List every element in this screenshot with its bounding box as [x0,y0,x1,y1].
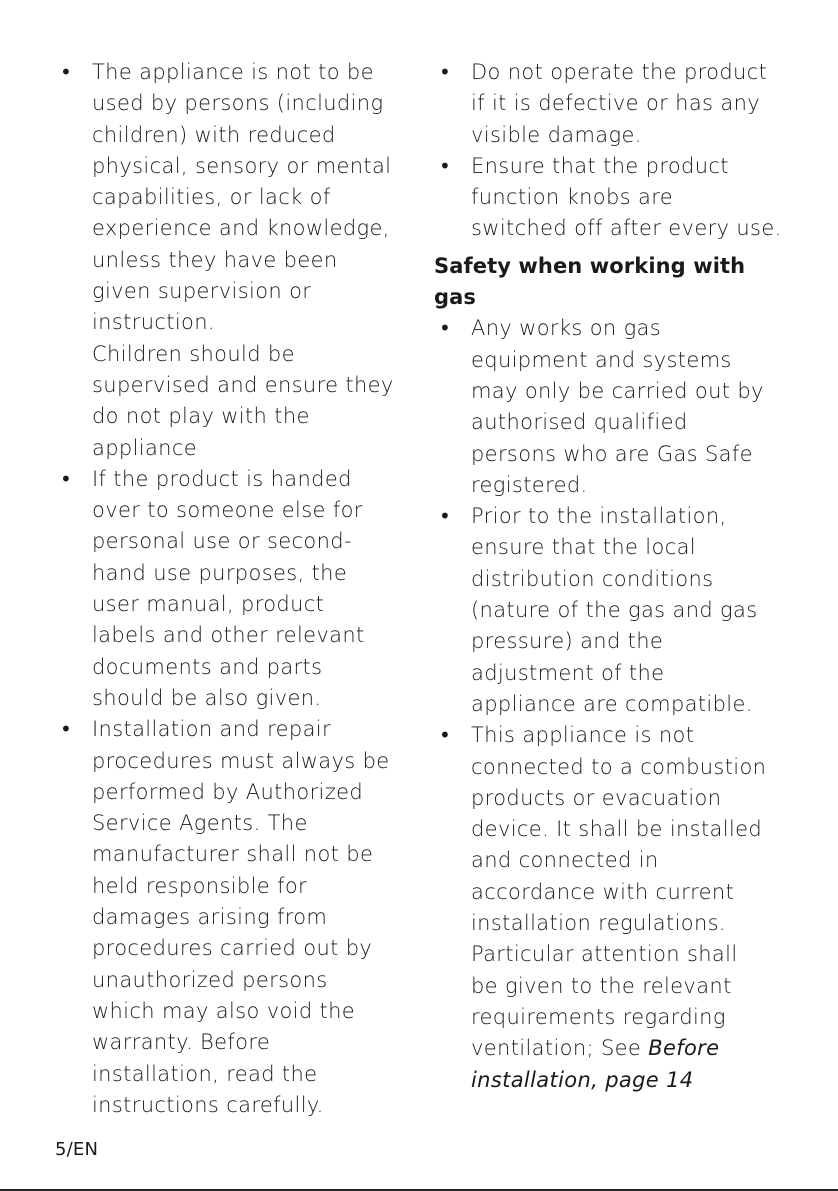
bullet-icon: • [439,316,451,341]
bullet-icon: • [439,723,451,748]
combustion-body: This appliance is not connected to a combustion products or evacuation device. It shall be installed and connected in accordance with current installation regulations. Particular attention shall be given to the relevant requirements regarding ventilation; See [471,723,767,1061]
bullet-item-combustion [434,720,804,1096]
bullet-icon: • [60,466,72,491]
bullet-icon: • [439,504,451,529]
reference-link-part2[interactable]: installation, page 14 [471,1067,694,1092]
right-column [434,57,804,1096]
knobs-off-text: Ensure that the product function knobs are switched off after every use. [471,153,782,241]
bullet-item-gas-works [434,313,804,501]
bullet-icon: • [439,60,451,84]
reference-link-part1[interactable]: Before [648,1036,720,1061]
page-number: 5/EN [55,1139,99,1160]
defective-text: Do not operate the product if it is defective or has any visible damage. [471,60,768,147]
bullet-item-supervision [55,57,415,464]
children-supervision-text: Children should be supervised and ensure they do not play with the appliance [92,341,394,460]
prior-installation-text: Prior to the installation, ensure that the local distribution conditions (nature of the gas and gas pressure) and the adjustment of the appliance are compatible. [471,504,758,716]
combustion-text [471,720,804,1096]
bullet-item-installation-repair [55,714,415,1121]
gas-safety-heading: Safety when working with gas [434,253,746,310]
gas-works-text: Any works on gas equipment and systems may only be carried out by authorised qualified persons who are Gas Safe registered. [471,316,764,497]
bullet-item-knobs-off [434,151,804,245]
bullet-item-prior-installation [434,501,804,720]
supervision-text: The appliance is not to be used by persons (including children) with reduced physical, sensory or mental capabilities, or lack of experience and knowledge, unless they have been given supervision or instruction. [92,60,392,335]
bullet-icon: • [60,717,72,742]
left-column [55,57,415,1121]
handover-text: If the product is handed over to someone else for personal use or second- hand use purposes, the user manual, product labels and other relevant documents and parts should be also given. [92,466,365,710]
bullet-icon: • [439,153,451,178]
bullet-icon: • [60,60,72,84]
bullet-item-handover [55,464,415,714]
bullet-item-defective [434,57,804,151]
installation-repair-text: Installation and repair procedures must always be performed by Authorized Service Agents. The manufacturer shall not be held responsible for damages arising from procedures carried out by unauthorized persons which may also void the warranty. Before installation, read the instructions carefully. [92,717,390,1117]
